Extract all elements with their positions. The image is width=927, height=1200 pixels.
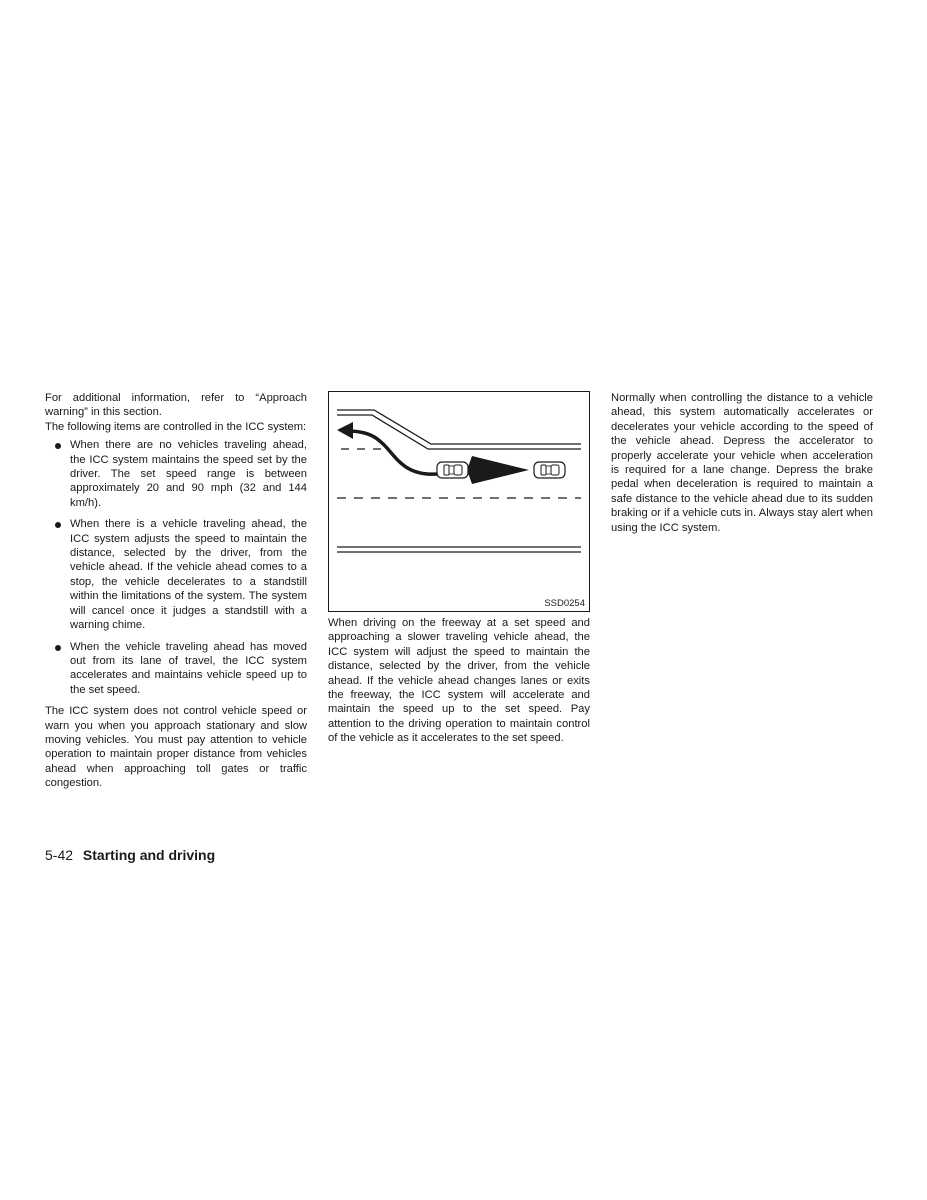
bullet-text: When there is a vehicle traveling ahead, the ICC system adjusts the speed to maintain the distance, selected by the driver, from the vehicle ahead. If the vehicle ahead comes to a stop, the vehicle decelerates to a standstill within the limitations of the system. The system will cancel once it judges a standstill with a warning chime.	[70, 518, 307, 632]
distance-control-paragraph: Normally when controlling the distance to a vehicle ahead, this system automatically accelerates or decelerates your vehicle according to the speed of the vehicle ahead. Depress the accelerator to properly accelerate your vehicle when acceleration is required for a lane change. Depress the brake pedal when deceleration is required to maintain a safe distance to the vehicle ahead due to its sudden braking or if a vehicle cuts in. Always stay alert when using the ICC system.	[611, 392, 873, 534]
intro-paragraph-approach-warning: For additional information, refer to “Approach warning” in this section.	[45, 392, 307, 419]
section-title: Starting and driving	[82, 847, 216, 863]
freeway-lane-change-figure	[328, 391, 590, 612]
icc-bullet-list	[45, 438, 307, 697]
vehicle-ahead-icon	[534, 462, 565, 478]
lane-change-arrow-path	[351, 431, 437, 474]
own-vehicle-icon	[437, 462, 468, 478]
arrow-head-icon	[337, 422, 353, 439]
bullet-item-vehicle-moved-out	[45, 640, 307, 698]
intro-paragraph-controlled-items: The following items are controlled in the ICC system:	[45, 420, 307, 433]
bullet-item-no-vehicle-ahead	[45, 438, 307, 510]
page-footer	[45, 846, 215, 864]
bullet-dot-icon	[55, 522, 61, 528]
bullet-dot-icon	[55, 443, 61, 449]
freeway-paragraph: When driving on the freeway at a set speed and approaching a slower traveling vehicle ahead, the ICC system will adjust the speed to maintain the distance, selected by the driver, from the vehicle ahead. If the vehicle ahead changes lanes or exits the freeway, the ICC system will accelerate and maintain the speed up to the set speed. Pay attention to the driving operation to maintain control of the vehicle as it accelerates to the set speed.	[328, 617, 590, 745]
radar-beam-icon	[467, 456, 529, 484]
middle-column	[328, 391, 590, 746]
freeway-illustration	[329, 392, 589, 611]
bullet-text: When there are no vehicles traveling ahead, the ICC system maintains the speed set by the driver. The set speed range is between approximately 20 and 90 mph (32 and 144 km/h).	[70, 439, 307, 509]
left-column	[45, 391, 307, 791]
bullet-item-vehicle-ahead	[45, 517, 307, 632]
closing-paragraph: The ICC system does not control vehicle speed or warn you when you approach stationary and slow moving vehicles. You must pay attention to vehicle operation to maintain proper distance from vehicles ahead when approaching toll gates or traffic congestion.	[45, 705, 307, 790]
figure-code: SSD0254	[544, 598, 585, 609]
right-column	[611, 391, 873, 535]
bullet-dot-icon	[55, 645, 61, 651]
bullet-text: When the vehicle traveling ahead has moved out from its lane of travel, the ICC system accelerates and maintains vehicle speed up to the set speed.	[70, 640, 307, 696]
page-number: 5-42	[45, 847, 74, 863]
road-edge-line-outer	[337, 410, 581, 444]
